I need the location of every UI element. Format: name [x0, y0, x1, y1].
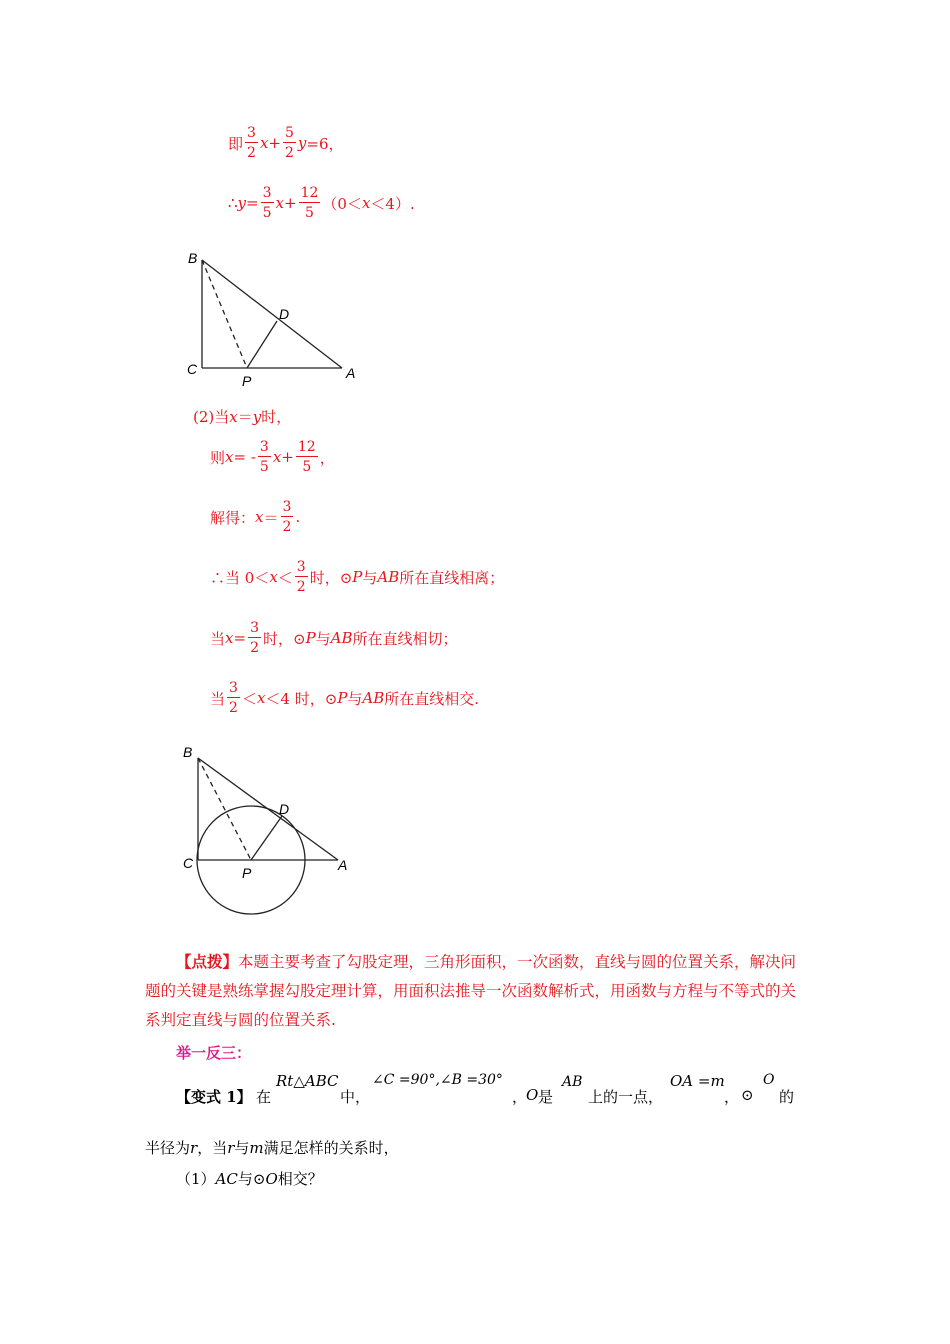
- text: 所在直线相交.: [384, 689, 480, 708]
- numerator: 3: [282, 499, 292, 515]
- side-ab: [202, 260, 342, 368]
- var: P: [337, 689, 348, 707]
- text: （0＜: [322, 194, 362, 213]
- text: 的: [779, 1088, 795, 1106]
- var: y: [237, 194, 247, 212]
- var: x: [256, 689, 266, 707]
- fraction: [245, 126, 258, 160]
- label-d: D: [279, 801, 290, 817]
- op: =: [246, 194, 259, 212]
- denominator: 5: [262, 205, 272, 221]
- fraction: [299, 186, 321, 220]
- var: O: [763, 1072, 775, 1088]
- var: P: [305, 629, 316, 647]
- var: x: [272, 448, 282, 466]
- var: x: [275, 194, 284, 212]
- op: ＝: [237, 408, 253, 426]
- text: 与: [315, 629, 331, 648]
- numerator: 12: [297, 439, 316, 455]
- numerator: 12: [300, 185, 319, 201]
- part2-line-5: [210, 621, 458, 655]
- triangle-figure-1: [180, 245, 370, 390]
- var: AB: [330, 629, 353, 647]
- fraction: [258, 440, 271, 474]
- denominator: 2: [247, 145, 256, 161]
- var: x: [259, 134, 269, 152]
- segment-pd: [247, 321, 277, 368]
- fraction: [248, 621, 261, 655]
- equation-line-1: [228, 126, 344, 160]
- numerator: 3: [229, 680, 238, 696]
- part2-line-4: [210, 560, 504, 594]
- text: 与⊙: [237, 1170, 266, 1188]
- text: 上的一点，: [588, 1088, 664, 1106]
- text: 相交？: [277, 1170, 323, 1188]
- text: 所在直线相离；: [399, 568, 505, 587]
- denominator: 2: [282, 519, 292, 535]
- var: AC: [215, 1169, 238, 1188]
- fraction: [261, 186, 274, 220]
- var: r: [227, 1138, 235, 1157]
- var: OA =m: [670, 1072, 725, 1090]
- denominator: 5: [302, 459, 312, 475]
- equation-line-2: [228, 186, 415, 220]
- triangle-name: Rt△ABC: [276, 1072, 339, 1090]
- var: x: [361, 194, 371, 212]
- var: O: [265, 1169, 278, 1188]
- text: 与: [234, 1139, 250, 1157]
- numerator: 3: [296, 559, 306, 575]
- text: ＜4）.: [370, 194, 415, 213]
- denominator: 2: [250, 640, 259, 656]
- numerator: 3: [262, 185, 272, 201]
- text: 即: [228, 134, 244, 153]
- part2-line-2: [210, 440, 335, 474]
- variant1-line-2: [145, 1137, 399, 1158]
- var: x: [229, 407, 238, 426]
- text: ＜4 时，⊙: [265, 689, 338, 708]
- tip-label: 【点拨】: [176, 952, 239, 971]
- variant1-line-1: [176, 1070, 816, 1110]
- var: y: [252, 407, 262, 426]
- var: y: [297, 134, 307, 152]
- op: +: [281, 448, 294, 466]
- text: 时，⊙: [309, 568, 353, 587]
- circle-symbol: ⊙: [741, 1086, 754, 1104]
- text: ，当: [197, 1139, 228, 1157]
- label-p: P: [242, 865, 252, 881]
- text: 时，⊙: [262, 629, 306, 648]
- fraction: [296, 440, 318, 474]
- op: ＜: [241, 689, 257, 708]
- segment-bp: [198, 758, 251, 860]
- tip-text: 本题主要考查了勾股定理，三角形面积，一次函数，直线与圆的位置关系，解决问题的关键是熟练掌握勾股定理计算，用面积法推导一次函数解析式，用函数与方程与不等式的关系判定直线与圆的位置关系.: [145, 953, 797, 1029]
- op: +: [268, 134, 281, 152]
- fraction: [227, 681, 240, 715]
- tip-paragraph: [145, 947, 810, 1035]
- text: 则: [210, 448, 226, 467]
- label-d: D: [279, 306, 290, 322]
- segment-pd: [251, 816, 282, 860]
- label-c: C: [183, 855, 194, 871]
- op: =: [233, 629, 247, 647]
- label-a: A: [338, 857, 348, 873]
- denominator: 2: [229, 700, 238, 716]
- practice-heading: 举一反三：: [176, 1044, 252, 1062]
- text: ，: [319, 448, 335, 467]
- text: 是: [538, 1088, 554, 1106]
- label-a: A: [346, 365, 356, 381]
- part2-line-3: [210, 500, 300, 534]
- fraction: [283, 126, 296, 160]
- var: AB: [377, 568, 400, 586]
- part2-line-6: [210, 681, 479, 715]
- text: ∴当 0＜: [210, 568, 270, 587]
- text: ，: [512, 1088, 528, 1106]
- text: 所在直线相切；: [352, 629, 458, 648]
- text: 与: [347, 689, 363, 708]
- therefore-symbol: ∴: [228, 194, 238, 212]
- var: x: [225, 629, 234, 647]
- denominator: 2: [284, 145, 294, 161]
- denominator: 5: [305, 205, 314, 221]
- side-ab: [198, 758, 338, 860]
- var: x: [225, 448, 234, 466]
- var: O: [526, 1086, 539, 1104]
- text: .: [295, 508, 301, 526]
- denominator: 2: [296, 579, 306, 595]
- text: ，: [724, 1088, 740, 1106]
- part2-line-1: [193, 406, 291, 427]
- text: =6，: [306, 134, 344, 153]
- numerator: 3: [250, 620, 259, 636]
- text: 当: [210, 689, 226, 708]
- op: ＝: [263, 508, 279, 527]
- text: 当: [210, 629, 226, 648]
- var: x: [269, 568, 278, 586]
- op: = -: [233, 448, 256, 466]
- var: r: [190, 1138, 198, 1157]
- op: ＜: [277, 568, 293, 587]
- var: P: [352, 568, 363, 586]
- var: m: [249, 1138, 264, 1157]
- angle-conditions: ∠C =90°,∠B =30°: [372, 1072, 503, 1088]
- label-b: B: [188, 250, 198, 266]
- label-c: C: [187, 361, 198, 377]
- var: AB: [362, 689, 385, 707]
- text: 半径为: [145, 1139, 191, 1157]
- text: 时，: [261, 408, 292, 426]
- numerator: 3: [247, 125, 256, 141]
- text: 中，: [340, 1088, 371, 1106]
- variant-label: 【变式 1】: [176, 1088, 252, 1106]
- variant1-question-1: [176, 1168, 323, 1189]
- text: 与: [362, 568, 378, 587]
- text: 在: [256, 1088, 272, 1106]
- var: AB: [562, 1074, 583, 1090]
- label-p: P: [242, 373, 252, 389]
- text: 满足怎样的关系时，: [263, 1139, 399, 1157]
- fraction: [281, 500, 294, 534]
- op: +: [284, 194, 297, 212]
- denominator: 5: [259, 459, 269, 475]
- text: (2)当: [193, 408, 230, 426]
- numerator: 5: [284, 125, 294, 141]
- label-b: B: [183, 744, 193, 760]
- fraction: [295, 560, 308, 594]
- text: （1）: [176, 1170, 216, 1188]
- numerator: 3: [259, 439, 269, 455]
- segment-bp: [202, 260, 247, 368]
- text: 解得：: [210, 508, 256, 527]
- var: x: [255, 508, 264, 526]
- triangle-circle-figure-2: [178, 740, 368, 920]
